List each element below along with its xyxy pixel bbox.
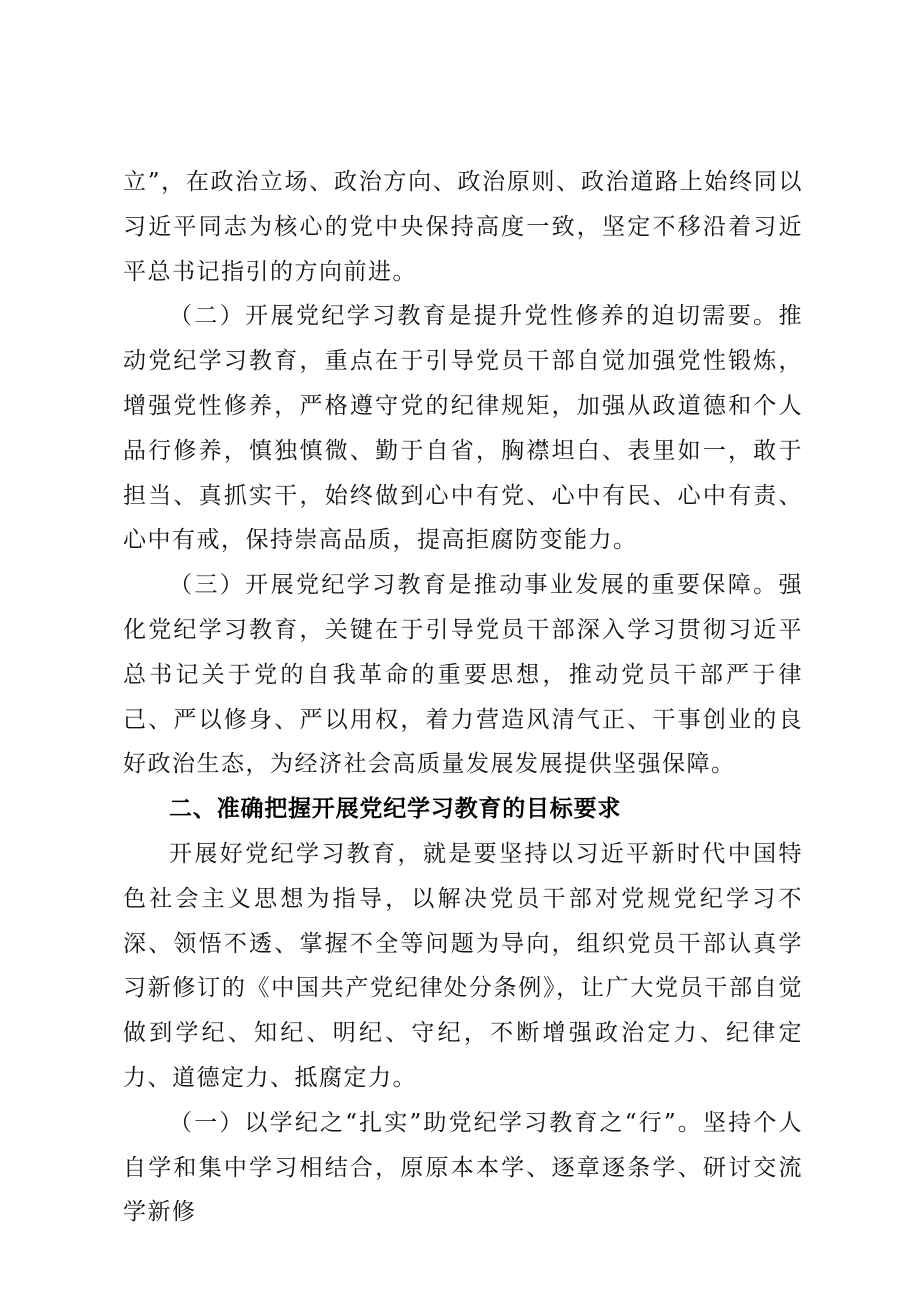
paragraph-subsection-one: （一）以学纪之“扎实”助党纪学习教育之“行”。坚持个人自学和集中学习相结合，原原本本学、逐章逐条学、研讨交流学新修 bbox=[123, 1109, 803, 1226]
document-body bbox=[123, 160, 803, 1235]
paragraph-section-two: （二）开展党纪学习教育是提升党性修养的迫切需要。推动党纪学习教育，重点在于引导党员干部自觉加强党性锻炼，增强党性修养，严格遵守党的纪律规矩，加强从政道德和个人品行修养，慎独慎微、勤于自省，胸襟坦白、表里如一，敢于担当、真抓实干，始终做到心中有党、心中有民、心中有责、心中有戒，保持崇高品质，提高拒腐防变能力。 bbox=[123, 303, 803, 554]
paragraph-goal-intro: 开展好党纪学习教育，就是要坚持以习近平新时代中国特色社会主义思想为指导，以解决党员干部对党规党纪学习不深、领悟不透、掌握不全等问题为导向，组织党员干部认真学习新修订的《中国共产党纪律处分条例》，让广大党员干部自觉做到学纪、知纪、明纪、守纪，不断增强政治定力、纪律定力、道德定力、抵腐定力。 bbox=[123, 840, 803, 1091]
paragraph-section-three: （三）开展党纪学习教育是推动事业发展的重要保障。强化党纪学习教育，关键在于引导党员干部深入学习贯彻习近平总书记关于党的自我革命的重要思想，推动党员干部严于律己、严以修身、严以用权，着力营造风清气正、干事创业的良好政治生态，为经济社会高质量发展发展提供坚强保障。 bbox=[123, 572, 803, 778]
paragraph-continuation: 立”，在政治立场、政治方向、政治原则、政治道路上始终同以习近平同志为核心的党中央保持高度一致，坚定不移沿着习近平总书记指引的方向前进。 bbox=[123, 169, 803, 285]
section-heading: 二、准确把握开展党纪学习教育的目标要求 bbox=[169, 796, 622, 823]
